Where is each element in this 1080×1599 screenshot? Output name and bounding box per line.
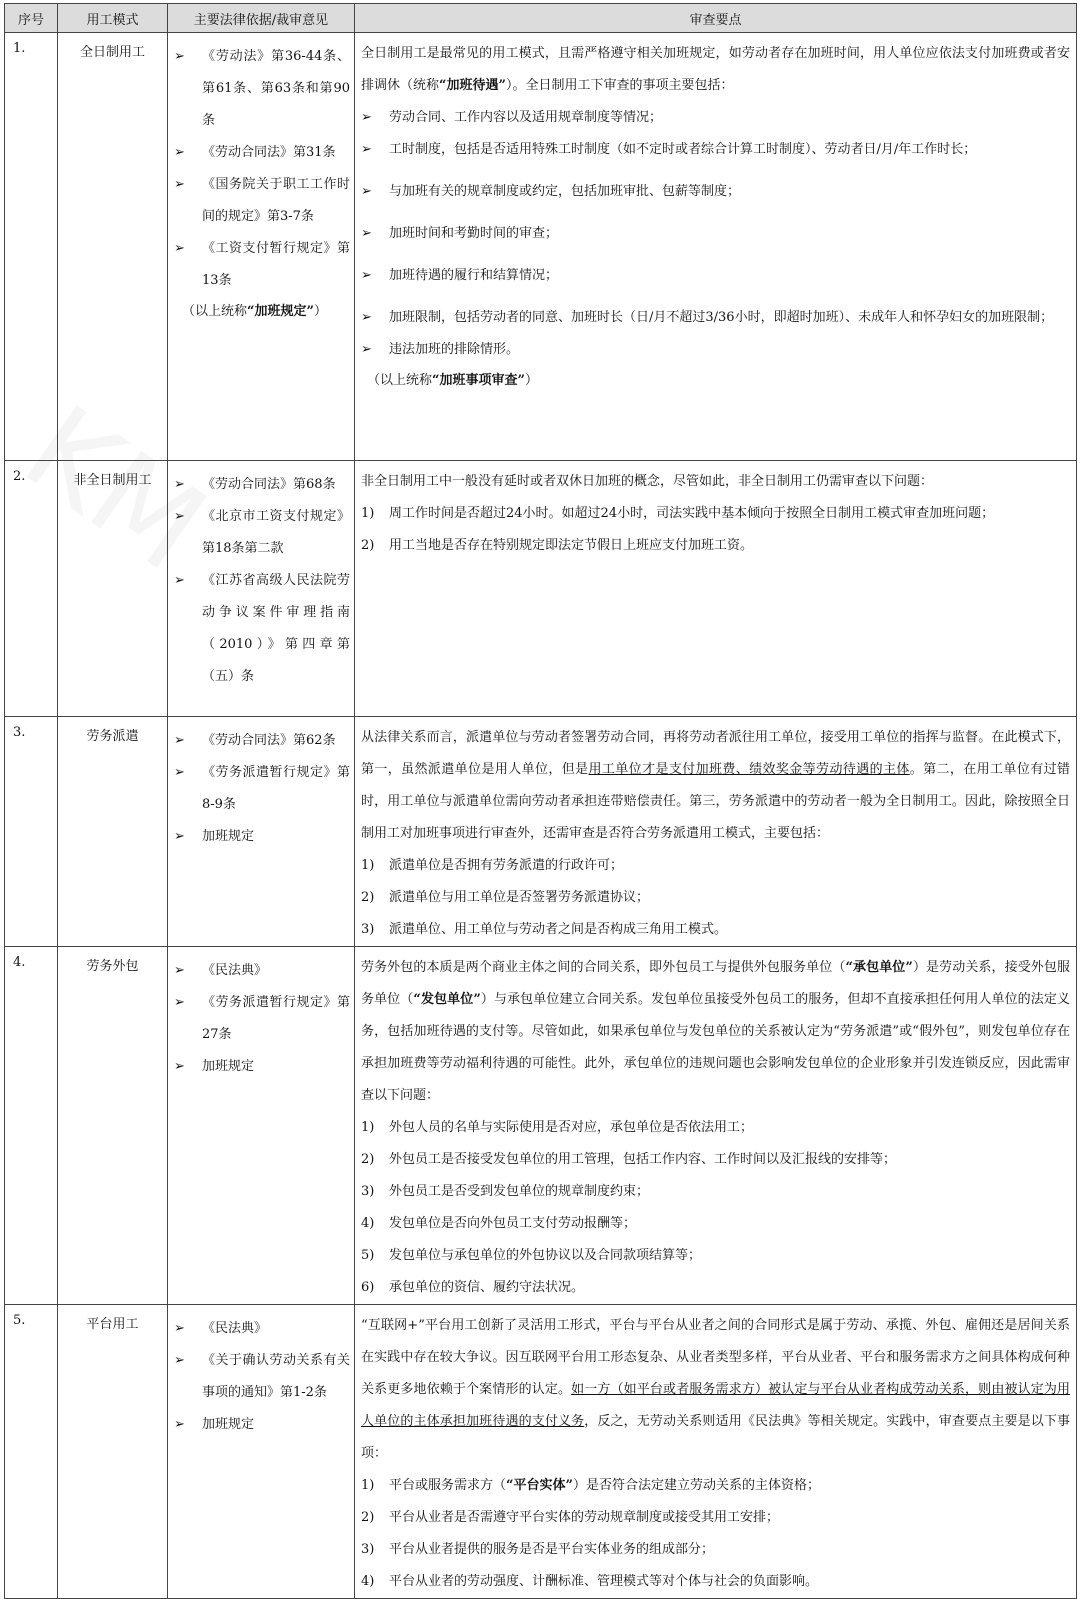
list-item: 4) 发包单位是否向外包员工支付劳动报酬等； — [361, 1208, 1070, 1240]
law-item: ➢ 《北京市工资支付规定》第18条第二款 — [172, 501, 350, 565]
row-seq: 5. — [5, 1305, 58, 1599]
points-note: （以上统称“加班事项审查”） — [367, 373, 538, 388]
list-item: 1) 周工作时间是否超过24小时。如超过24小时，司法实践中基本倾向于按照全日制用工模式审查加班问题； — [361, 498, 1070, 530]
arrow-icon: ➢ — [174, 145, 185, 160]
arrow-icon: ➢ — [361, 110, 372, 125]
law-item: ➢ 《劳动合同法》第68条 — [172, 469, 350, 501]
basis-note: （以上统称“加班规定”） — [182, 304, 327, 319]
row-basis — [168, 461, 355, 717]
row-seq: 4. — [5, 947, 58, 1305]
law-item: ➢ 《劳动法》第36-44条、第61条、第63条和第90条 — [172, 41, 350, 137]
row-points — [355, 947, 1077, 1305]
list-item: 1) 外包人员的名单与实际使用是否对应，承包单位是否依法用工； — [361, 1112, 1070, 1144]
list-item: 4) 平台从业者的劳动强度、计酬标准、管理模式等对个体与社会的负面影响。 — [361, 1566, 1070, 1598]
row-basis — [168, 33, 355, 461]
row-points — [355, 33, 1077, 461]
law-item: ➢ 《劳务派遣暂行规定》第27条 — [172, 987, 350, 1051]
header-basis: 主要法律依据/裁审意见 — [168, 4, 355, 33]
table-row — [5, 717, 1077, 947]
points-intro: 非全日制用工中一般没有延时或者双休日加班的概念，尽管如此，非全日制用工仍需审查以下问题： — [361, 474, 934, 489]
law-item: ➢ 加班规定 — [172, 1409, 350, 1441]
arrow-icon: ➢ — [174, 765, 185, 780]
arrow-icon: ➢ — [174, 1353, 185, 1368]
list-item: 3) 平台从业者提供的服务是否是平台实体业务的组成部分； — [361, 1534, 1070, 1566]
row-mode: 劳务派遣 — [58, 717, 168, 947]
row-mode: 劳务外包 — [58, 947, 168, 1305]
row-seq: 2. — [5, 461, 58, 717]
item-number: 5) — [361, 1248, 375, 1263]
law-item: ➢ 加班规定 — [172, 1051, 350, 1083]
list-item: ➢ 违法加班的排除情形。 — [361, 334, 1070, 366]
row-mode: 非全日制用工 — [58, 461, 168, 717]
law-item: ➢ 《国务院关于职工工作时间的规定》第3-7条 — [172, 169, 350, 233]
arrow-icon: ➢ — [174, 49, 185, 64]
list-item: ➢ 工时制度，包括是否适用特殊工时制度（如不定时或者综合计算工时制度）、劳动者日/月/年工作时长； — [361, 134, 1070, 166]
points-intro: 劳务外包的本质是两个商业主体之间的合同关系，即外包员工与提供外包服务单位（“承包单位”）是劳动关系，接受外包服务单位（“发包单位”）与承包单位建立合同关系。发包单位虽接受外包员工的服务，但却不直接承担任何用人单位的法定义务，包括加班待遇的支付等。尽管如此，如果承包单位与发包单位的关系被认定为“劳务派遣”或“假外包”，则发包单位存在承担加班费等劳动福利待遇的可能性。此外，承包单位的违规问题也会影响发包单位的企业形象并引发连锁反应，因此需审查以下问题： — [361, 960, 1070, 1103]
table-row — [5, 33, 1077, 461]
list-item: ➢ 与加班有关的规章制度或约定，包括加班审批、包薪等制度； — [361, 176, 1070, 208]
list-item: ➢ 加班待遇的履行和结算情况； — [361, 260, 1070, 292]
arrow-icon: ➢ — [174, 733, 185, 748]
arrow-icon: ➢ — [174, 177, 185, 192]
list-item: 3) 外包员工是否受到发包单位的规章制度约束； — [361, 1176, 1070, 1208]
header-mode: 用工模式 — [58, 4, 168, 33]
list-item: 6) 承包单位的资信、履约守法状况。 — [361, 1272, 1070, 1304]
arrow-icon: ➢ — [361, 342, 372, 357]
law-item: ➢ 《劳动合同法》第62条 — [172, 725, 350, 757]
list-item: 3) 派遣单位、用工单位与劳动者之间是否构成三角用工模式。 — [361, 914, 1070, 946]
law-item: ➢ 《民法典》 — [172, 1313, 350, 1345]
law-item: ➢ 《工资支付暂行规定》第13条 — [172, 233, 350, 297]
row-mode: 全日制用工 — [58, 33, 168, 461]
points-intro: 全日制用工是最常见的用工模式，且需严格遵守相关加班规定，如劳动者存在加班时间，用人单位应依法支付加班费或者安排调休（统称“加班待遇”）。全日制用工下审查的事项主要包括： — [361, 46, 1070, 93]
arrow-icon: ➢ — [174, 829, 185, 844]
law-item: ➢ 《民法典》 — [172, 955, 350, 987]
points-intro: “互联网+”平台用工创新了灵活用工形式，平台与平台从业者之间的合同形式是属于劳动、承揽、外包、雇佣还是居间关系在实践中存在较大争议。因互联网平台用工形态复杂、从业者类型多样，平台从业者、平台和服务需求方之间具体构成何种关系更多地依赖于个案情形的认定。如一方（如平台或者服务需求方）被认定与平台从业者构成劳动关系，则由被认定为用人单位的主体承担加班待遇的支付义务，反之，无劳动关系则适用《民法典》等相关规定。实践中，审查要点主要是以下事项： — [361, 1318, 1070, 1461]
item-number: 2) — [361, 1152, 375, 1167]
header-seq: 序号 — [5, 4, 58, 33]
row-points — [355, 717, 1077, 947]
row-basis — [168, 717, 355, 947]
item-number: 4) — [361, 1574, 375, 1589]
table-row — [5, 1305, 1077, 1599]
item-number: 1) — [361, 858, 375, 873]
arrow-icon: ➢ — [361, 226, 372, 241]
arrow-icon: ➢ — [174, 477, 185, 492]
arrow-icon: ➢ — [174, 509, 185, 524]
arrow-icon: ➢ — [174, 963, 185, 978]
row-points — [355, 1305, 1077, 1599]
item-number: 6) — [361, 1280, 375, 1295]
item-number: 3) — [361, 1542, 375, 1557]
item-number: 1) — [361, 1120, 375, 1135]
law-item: ➢ 加班规定 — [172, 821, 350, 853]
item-number: 4) — [361, 1216, 375, 1231]
list-item: ➢ 加班时间和考勤时间的审查； — [361, 218, 1070, 250]
arrow-icon: ➢ — [174, 241, 185, 256]
list-item: ➢ 加班限制，包括劳动者的同意、加班时长（日/月不超过3/36小时，即超时加班）、未成年人和怀孕妇女的加班限制； — [361, 302, 1070, 334]
list-item: 2) 外包员工是否接受发包单位的用工管理，包括工作内容、工作时间以及汇报线的安排等； — [361, 1144, 1070, 1176]
row-seq: 1. — [5, 33, 58, 461]
table-row — [5, 461, 1077, 717]
item-number: 2) — [361, 538, 375, 553]
law-item: ➢ 《劳动合同法》第31条 — [172, 137, 350, 169]
list-item: 2) 用工当地是否存在特别规定即法定节假日上班应支付加班工资。 — [361, 530, 1070, 562]
table-row — [5, 947, 1077, 1305]
arrow-icon: ➢ — [174, 1321, 185, 1336]
table-header-row — [5, 4, 1077, 33]
row-basis — [168, 947, 355, 1305]
arrow-icon: ➢ — [174, 1059, 185, 1074]
header-points: 审查要点 — [355, 4, 1077, 33]
item-number: 3) — [361, 1184, 375, 1199]
legal-review-table — [4, 3, 1077, 1599]
row-points — [355, 461, 1077, 717]
row-mode: 平台用工 — [58, 1305, 168, 1599]
arrow-icon: ➢ — [361, 268, 372, 283]
list-item: 1) 平台或服务需求方（“平台实体”）是否符合法定建立劳动关系的主体资格； — [361, 1470, 1070, 1502]
arrow-icon: ➢ — [174, 1417, 185, 1432]
item-number: 2) — [361, 890, 375, 905]
item-number: 1) — [361, 506, 375, 521]
law-item: ➢ 《关于确认劳动关系有关事项的通知》第1-2条 — [172, 1345, 350, 1409]
arrow-icon: ➢ — [361, 310, 372, 325]
points-intro: 从法律关系而言，派遣单位与劳动者签署劳动合同，再将劳动者派往用工单位，接受用工单位的指挥与监督。在此模式下，第一，虽然派遣单位是用人单位，但是用工单位才是支付加班费、绩效奖金等劳动待遇的主体。第二，在用工单位有过错时，用工单位与派遣单位需向劳动者承担连带赔偿责任。第三，劳务派遣中的劳动者一般为全日制用工。因此，除按照全日制用工对加班事项进行审查外，还需审查是否符合劳务派遣用工模式，主要包括： — [361, 730, 1070, 841]
arrow-icon: ➢ — [361, 184, 372, 199]
list-item: 2) 派遣单位与用工单位是否签署劳务派遣协议； — [361, 882, 1070, 914]
list-item: 2) 平台从业者是否需遵守平台实体的劳动规章制度或接受其用工安排； — [361, 1502, 1070, 1534]
row-basis — [168, 1305, 355, 1599]
law-item: ➢ 《江苏省高级人民法院劳动争议案件审理指南（2010）》第四章第（五）条 — [172, 565, 350, 693]
arrow-icon: ➢ — [174, 995, 185, 1010]
item-number: 2) — [361, 1510, 375, 1525]
list-item: 1) 派遣单位是否拥有劳务派遣的行政许可； — [361, 850, 1070, 882]
row-seq: 3. — [5, 717, 58, 947]
item-number: 1) — [361, 1478, 375, 1493]
list-item: 5) 发包单位与承包单位的外包协议以及合同款项结算等； — [361, 1240, 1070, 1272]
list-item: ➢ 劳动合同、工作内容以及适用规章制度等情况； — [361, 102, 1070, 134]
arrow-icon: ➢ — [174, 573, 185, 588]
law-item: ➢ 《劳务派遣暂行规定》第8-9条 — [172, 757, 350, 821]
arrow-icon: ➢ — [361, 142, 372, 157]
item-number: 3) — [361, 922, 375, 937]
